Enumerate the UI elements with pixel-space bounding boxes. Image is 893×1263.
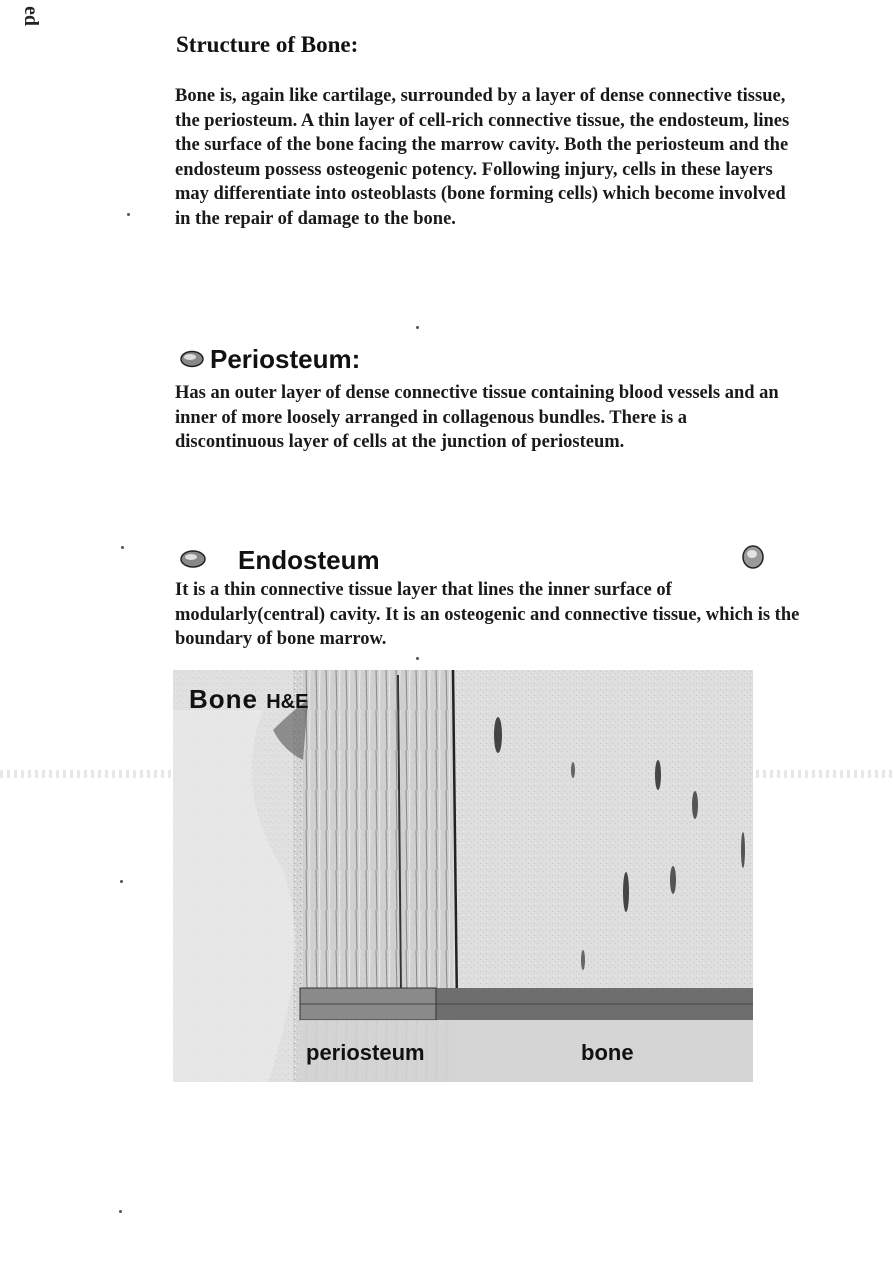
page-corner-text: ed <box>20 6 42 26</box>
figure-title-main: Bone <box>189 684 258 714</box>
bullet-disc-icon <box>742 545 764 574</box>
figure-title-stain: H&E <box>266 691 309 713</box>
scan-speck <box>120 880 123 883</box>
scan-speck <box>416 657 419 660</box>
periosteum-paragraph: Has an outer layer of dense connective tissue containing blood vessels and an inner of more loosely arranged in collagenous bundles. There is a discontinuous layer of cells at the junction of periosteum. <box>175 383 779 452</box>
section-heading-endosteum <box>180 545 380 576</box>
scan-speck <box>119 1210 122 1213</box>
bone-histology-figure <box>173 670 753 1082</box>
section-heading-label: Periosteum: <box>210 344 361 374</box>
histology-image <box>173 670 753 1082</box>
bullet-disc-icon <box>180 344 204 375</box>
scan-speck <box>121 546 124 549</box>
endosteum-paragraph: It is a thin connective tissue layer that lines the inner surface of modularly(central) cavity. It is an osteogenic and connective tissue, which is the boundary of bone marrow. <box>175 580 800 649</box>
scan-speck <box>416 326 419 329</box>
figure-label-periosteum: periosteum <box>306 1040 425 1065</box>
bullet-disc-icon <box>180 545 206 576</box>
intro-paragraph: Bone is, again like cartilage, surrounded by a layer of dense connective tissue, the periosteum. A thin layer of cell-rich connective tissue, the endosteum, lines the surface of the bone facing the marrow cavity. Both the periosteum and the endosteum possess osteogenic potency. Following injury, cells in these layers may differentiate into osteoblasts (bone forming cells) which become involved in the repair of damage to the bone. <box>175 86 790 229</box>
page-title: Structure of Bone: <box>176 32 359 57</box>
figure-title <box>189 684 308 715</box>
figure-label-bone: bone <box>581 1040 634 1065</box>
section-heading-label: Endosteum <box>238 545 380 575</box>
section-heading-periosteum <box>180 344 360 375</box>
scan-speck <box>127 213 130 216</box>
